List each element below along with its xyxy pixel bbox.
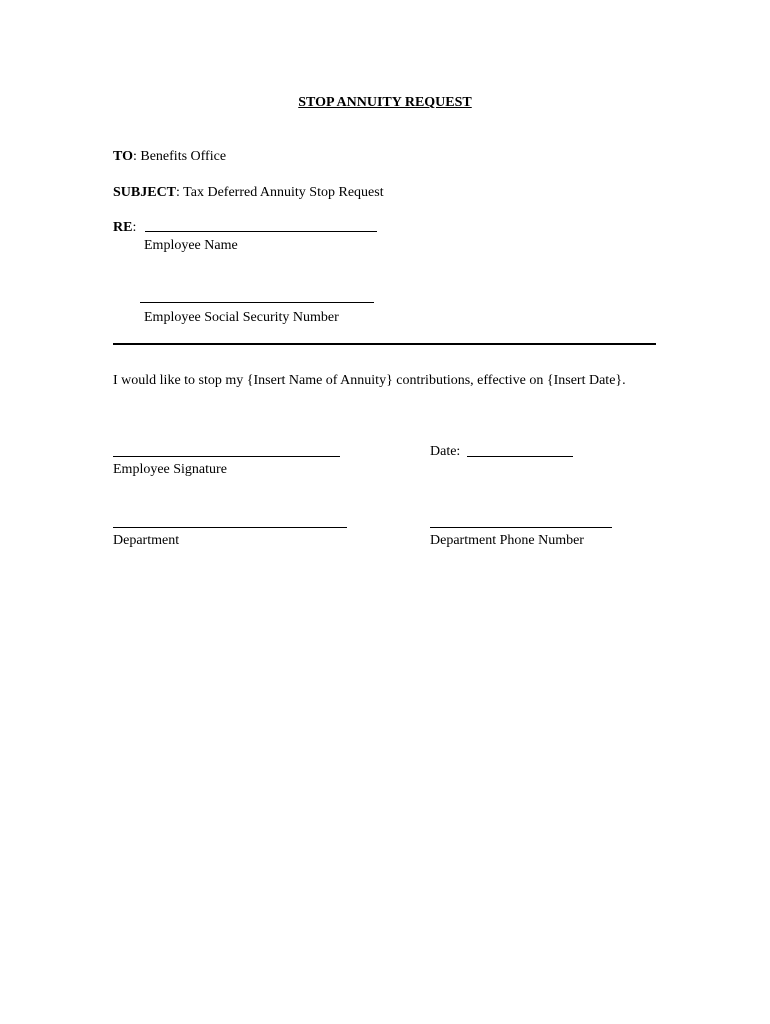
employee-name-field[interactable] <box>145 231 377 232</box>
date-label: Date: <box>430 444 461 459</box>
re-colon: : <box>132 220 137 235</box>
department-phone-caption: Department Phone Number <box>430 533 584 548</box>
subject-label: SUBJECT <box>113 185 177 200</box>
to-label: TO <box>113 149 133 164</box>
signature-caption: Employee Signature <box>113 462 227 477</box>
re-label: RE <box>113 220 133 235</box>
subject-line <box>113 184 384 201</box>
re-line <box>113 219 136 236</box>
department-caption: Department <box>113 533 180 548</box>
department-field[interactable] <box>113 527 347 528</box>
body-paragraph: I would like to stop my {Insert Name of Annuity} contributions, effective on {Insert Date}. <box>113 373 626 388</box>
department-phone-field[interactable] <box>430 527 612 528</box>
employee-signature-field[interactable] <box>113 456 340 457</box>
date-field[interactable] <box>467 456 573 457</box>
section-divider <box>113 343 656 345</box>
subject-value: : Tax Deferred Annuity Stop Request <box>176 185 384 200</box>
ssn-caption: Employee Social Security Number <box>144 310 339 325</box>
to-value: : Benefits Office <box>132 149 227 164</box>
ssn-field[interactable] <box>140 302 374 303</box>
to-line <box>113 148 226 165</box>
document-title: STOP ANNUITY REQUEST <box>298 95 472 110</box>
employee-name-caption: Employee Name <box>144 238 238 253</box>
